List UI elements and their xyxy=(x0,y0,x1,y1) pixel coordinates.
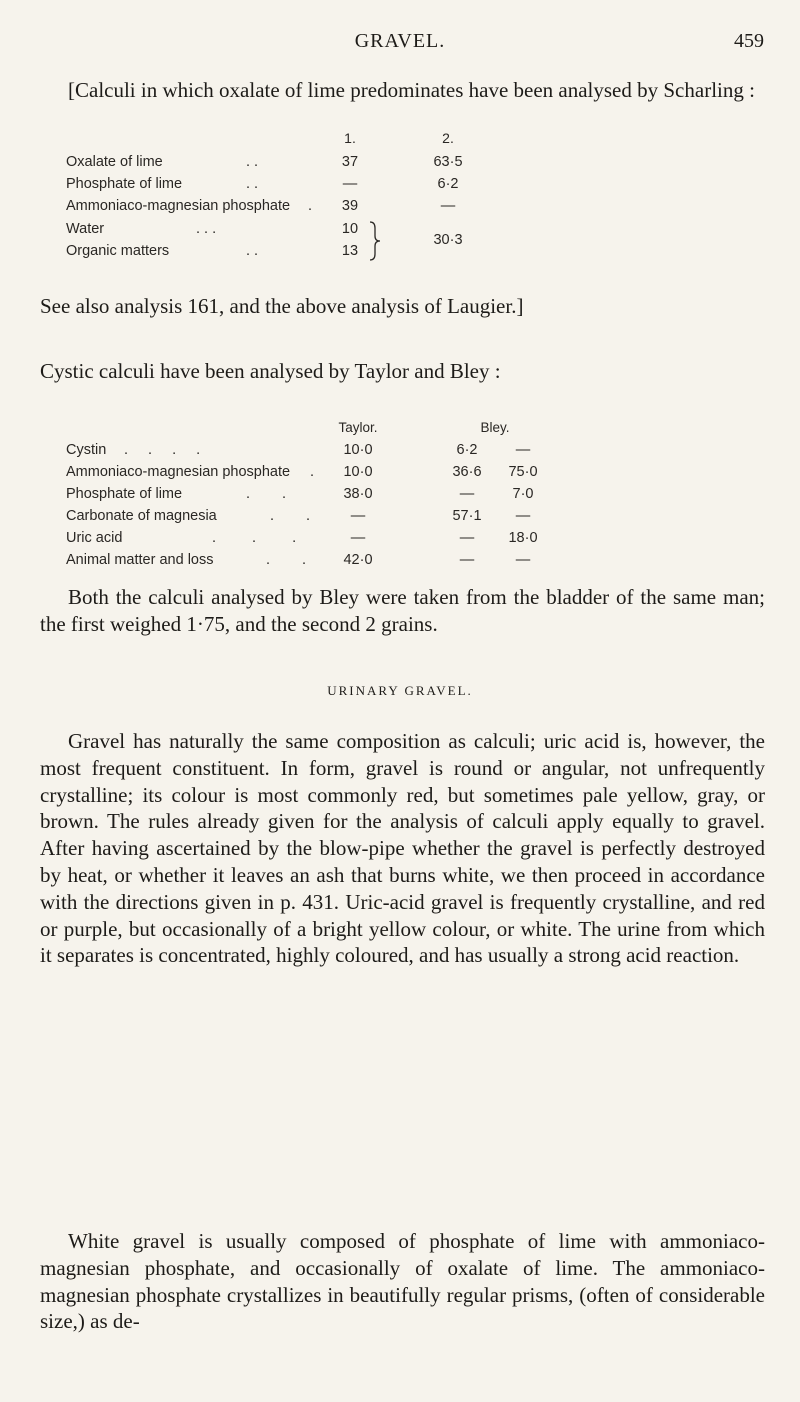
table-cell: — xyxy=(515,442,531,458)
cystic-calculi-table xyxy=(66,420,706,600)
column-header-1: 1. xyxy=(344,130,356,146)
leader-dots: . . xyxy=(266,552,321,568)
table-cell: — xyxy=(515,552,531,568)
table-row-label: Animal matter and loss xyxy=(66,552,214,568)
intro-paragraph-cystic: Cystic calculi have been analysed by Taylor and Bley : xyxy=(40,359,501,383)
intro-paragraph-scharling: [Calculi in which oxalate of lime predominates have been analysed by Scharling : xyxy=(68,78,755,102)
leader-dots: . . . xyxy=(196,221,217,237)
table-row-label: Cystin xyxy=(66,442,107,458)
table-cell: — xyxy=(440,198,456,214)
table-row-label: Oxalate of lime xyxy=(66,154,163,170)
table-cell: — xyxy=(459,486,475,502)
body-paragraph-1: Gravel has naturally the same composition as calculi; uric acid is, however, the most frequent constituent. In form, gravel is round or angular, not unfrequently crystalline; its colour is most commonly red, but sometimes pale yellow, gray, or brown. The rules already given for the analysis of calculi apply equally to gravel. After having ascertained by the blow-pipe whether the gravel is perfectly destroyed by heat, or whether it leaves an ash that burns white, we then proceed in accordance with the directions given in p. 431. Uric-acid gravel is frequently crystalline, and red or purple, but occasionally of a bright yellow colour, or white. The urine from which it separates is concentrated, highly coloured, and has usually a strong acid reaction. xyxy=(40,729,765,968)
leader-dots: . xyxy=(308,198,313,214)
leader-dots: . . xyxy=(246,243,259,259)
column-header-2: 2. xyxy=(442,130,454,146)
table-cell: 13 xyxy=(341,243,359,259)
running-head xyxy=(0,30,800,60)
table-row-label: Ammoniaco-magnesian phosphate xyxy=(66,464,291,480)
table-cell: 6·2 xyxy=(456,442,478,458)
bley-note-paragraph: Both the calculi analysed by Bley were taken from the bladder of the same man; the first weighed 1·75, and the second 2 grains. xyxy=(40,585,765,636)
column-header-bley: Bley. xyxy=(480,420,510,435)
table-row-label: Carbonate of magnesia xyxy=(66,508,217,524)
table-row-label: Water xyxy=(66,221,105,237)
table-cell: 39 xyxy=(341,198,359,214)
table-cell: — xyxy=(515,508,531,524)
table-row-label: Organic matters xyxy=(66,243,170,259)
table-cell: 42·0 xyxy=(343,552,373,568)
table-cell: — xyxy=(350,508,366,524)
table-row-label: Ammoniaco-magnesian phosphate xyxy=(66,198,291,214)
table-cell: 10·0 xyxy=(343,442,373,458)
table-cell: 75·0 xyxy=(508,464,538,480)
leader-dots: . . xyxy=(246,154,259,170)
scharling-table xyxy=(66,130,706,290)
table-cell: 38·0 xyxy=(343,486,373,502)
leader-dots: . . . . xyxy=(124,442,209,458)
table-row-label: Uric acid xyxy=(66,530,123,546)
table-cell: 63·5 xyxy=(433,154,463,170)
leader-dots: . . xyxy=(270,508,325,524)
table-cell: — xyxy=(350,530,366,546)
column-header-taylor: Taylor. xyxy=(338,420,378,435)
table-cell: 36·6 xyxy=(452,464,482,480)
table-cell: 6·2 xyxy=(437,176,459,192)
table-cell: — xyxy=(342,176,358,192)
leader-dots: . . xyxy=(246,176,259,192)
running-title: GRAVEL. xyxy=(354,30,446,52)
combined-value: 30·3 xyxy=(433,232,463,248)
table-cell: 10 xyxy=(341,221,359,237)
table-cell: 57·1 xyxy=(452,508,482,524)
page-number: 459 xyxy=(734,30,764,52)
laugier-reference: See also analysis 161, and the above analysis of Laugier.] xyxy=(40,294,524,318)
table-cell: 10·0 xyxy=(343,464,373,480)
body-paragraph-2: White gravel is usually composed of phosphate of lime with ammoniaco-magnesian phosphate, and occasionally of oxalate of lime. The ammoniaco-magnesian phosphate crystallizes in beautifully regular prisms, (often of considerable size,) as de- xyxy=(40,1229,765,1334)
table-cell: 37 xyxy=(341,154,359,170)
table-cell: 7·0 xyxy=(512,486,534,502)
table-cell: — xyxy=(459,530,475,546)
table-cell: 18·0 xyxy=(508,530,538,546)
leader-dots: . . xyxy=(246,486,301,502)
table-row-label: Phosphate of lime xyxy=(66,176,183,192)
table-cell: — xyxy=(459,552,475,568)
leader-dots: . . . xyxy=(212,530,313,546)
table-row-label: Phosphate of lime xyxy=(66,486,183,502)
leader-dots: . xyxy=(310,464,315,480)
section-heading: URINARY GRAVEL. xyxy=(327,683,473,698)
right-brace-icon xyxy=(368,220,382,262)
